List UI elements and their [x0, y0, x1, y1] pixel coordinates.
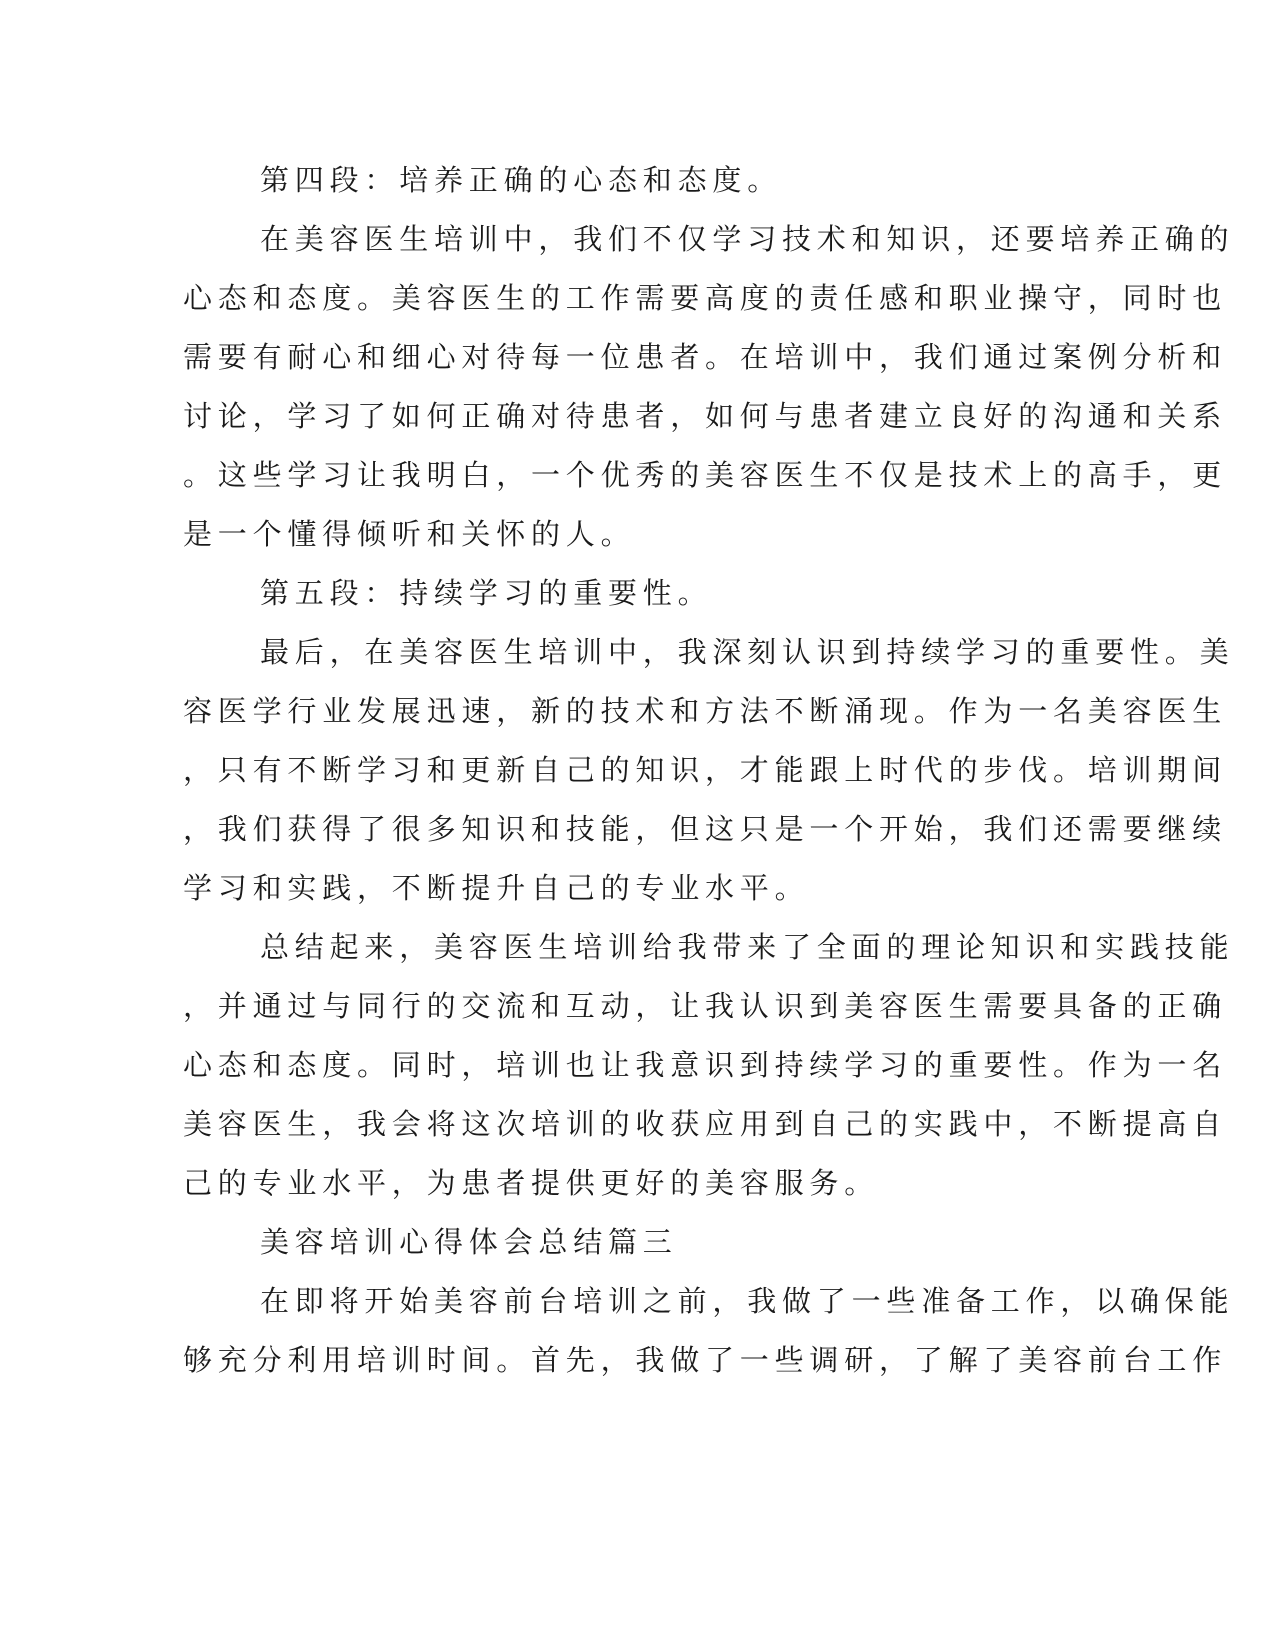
section-heading-5: 第五段：持续学习的重要性。	[260, 576, 713, 610]
paragraph-line: ，只有不断学习和更新自己的知识，才能跟上时代的步伐。培训期间	[183, 753, 1228, 787]
paragraph-line: 总结起来，美容医生培训给我带来了全面的理论知识和实践技能	[260, 930, 1235, 964]
paragraph-line: 讨论，学习了如何正确对待患者，如何与患者建立良好的沟通和关系	[183, 399, 1228, 433]
paragraph-line: 在美容医生培训中，我们不仅学习技术和知识，还要培养正确的	[260, 222, 1235, 256]
paragraph-line: 够充分利用培训时间。首先，我做了一些调研，了解了美容前台工作	[183, 1343, 1228, 1377]
paragraph-line: 。这些学习让我明白，一个优秀的美容医生不仅是技术上的高手，更	[183, 458, 1228, 492]
paragraph-line: 是一个懂得倾听和关怀的人。	[183, 517, 636, 551]
paragraph-line: 容医学行业发展迅速，新的技术和方法不断涌现。作为一名美容医生	[183, 694, 1228, 728]
article-title-part-3: 美容培训心得体会总结篇三	[260, 1225, 678, 1259]
section-heading-4: 第四段：培养正确的心态和态度。	[260, 163, 783, 197]
paragraph-line: 心态和态度。同时，培训也让我意识到持续学习的重要性。作为一名	[183, 1048, 1228, 1082]
paragraph-line: 在即将开始美容前台培训之前，我做了一些准备工作，以确保能	[260, 1284, 1235, 1318]
paragraph-line: 最后，在美容医生培训中，我深刻认识到持续学习的重要性。美	[260, 635, 1235, 669]
paragraph-line: 己的专业水平，为患者提供更好的美容服务。	[183, 1166, 880, 1200]
paragraph-line: 学习和实践，不断提升自己的专业水平。	[183, 871, 810, 905]
paragraph-line: ，我们获得了很多知识和技能，但这只是一个开始，我们还需要继续	[183, 812, 1228, 846]
paragraph-line: ，并通过与同行的交流和互动，让我认识到美容医生需要具备的正确	[183, 989, 1228, 1023]
paragraph-line: 心态和态度。美容医生的工作需要高度的责任感和职业操守，同时也	[183, 281, 1228, 315]
paragraph-line: 美容医生，我会将这次培训的收获应用到自己的实践中，不断提高自	[183, 1107, 1228, 1141]
paragraph-line: 需要有耐心和细心对待每一位患者。在培训中，我们通过案例分析和	[183, 340, 1228, 374]
